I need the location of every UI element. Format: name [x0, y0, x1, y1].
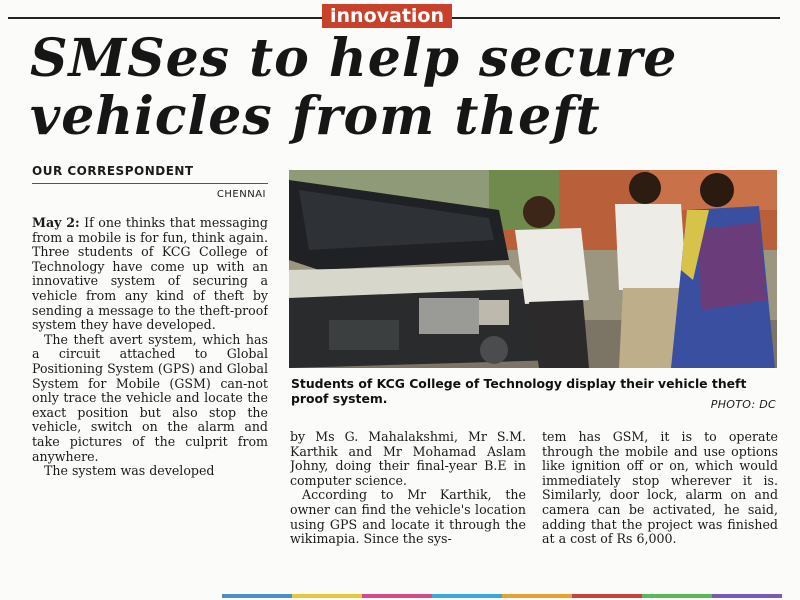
photo-caption: Students of KCG College of Technology display their vehicle theft proof system. — [291, 376, 747, 406]
section-tag: innovation — [322, 4, 452, 28]
article-column-2 — [290, 430, 526, 598]
date-lead: May 2: — [32, 216, 80, 230]
paragraph-2: The theft avert system, which has a circuit attached to Global Positioning System (GPS) and Global System for Mobile (GSM) can-not only trace the vehicle and locate the exact position but also stop the vehicle, switch on the alarm and take pictures of the culprit from anywhere. — [32, 331, 268, 464]
headline-line-1: SMSes to help secure — [30, 28, 678, 89]
byline: OUR CORRESPONDENT — [32, 164, 194, 178]
paragraph-1-text: If one thinks that messaging from a mobile is for fun, think again. Three students of KCG College of Technology have come up with an innovative system of securing a vehicle from any kind of theft by sending a message to the theft-proof system they have developed. — [32, 216, 268, 333]
paragraph-3: The system was developed — [44, 463, 215, 479]
paragraph-6: tem has GSM, it is to operate through the mobile and use options like ignition off or on, which would immediately stop wherever it is. Similarly, door lock, alarm on and camera can be activated, he said, adding that the project was finished at a cost of Rs 6,000. — [542, 430, 778, 547]
article-column-3 — [542, 430, 778, 598]
paragraph-4: by Ms G. Mahalakshmi, Mr S.M. Karthik and Mr Mohamad Aslam Johny, doing their final-year B.E in computer science. — [290, 430, 526, 488]
news-photo — [289, 170, 777, 368]
paragraph-5: According to Mr Karthik, the owner can find the vehicle's location using GPS and locate it through the wikimapia. Since the sys- — [290, 487, 526, 547]
dateline: CHENNAI — [216, 189, 266, 200]
headline-line-2: vehicles from theft — [30, 86, 601, 147]
paragraph-1 — [32, 216, 268, 333]
article-column-1 — [32, 216, 268, 596]
photo-credit: PHOTO: DC — [710, 398, 776, 411]
print-color-bar — [222, 594, 782, 598]
headline — [30, 30, 790, 146]
byline-rule — [32, 183, 268, 184]
